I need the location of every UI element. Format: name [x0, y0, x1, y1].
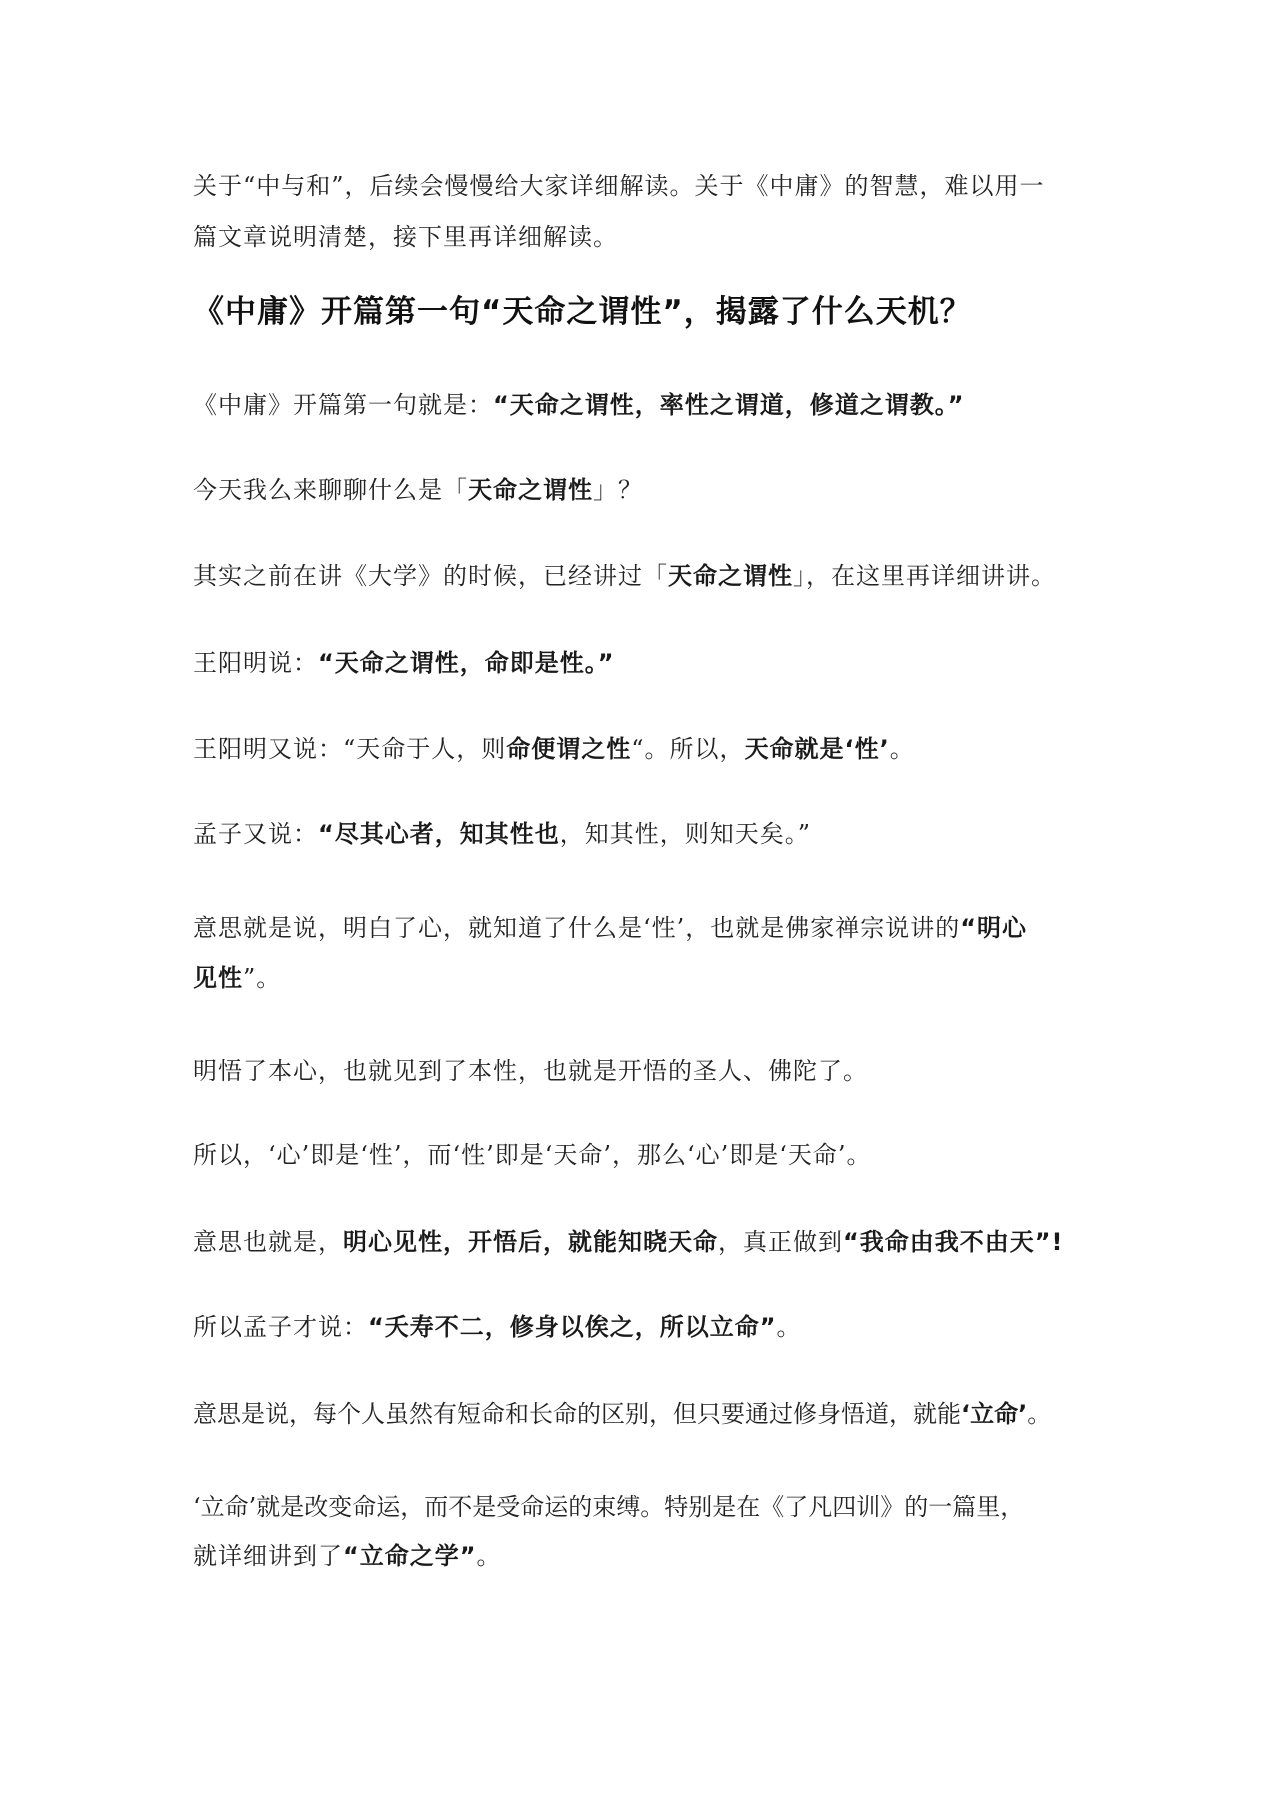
p5-text-a: 王阳明又说：“天命于人，则	[193, 735, 507, 763]
intro-paragraph-line-1	[193, 163, 1093, 209]
paragraph-10	[193, 1219, 1093, 1265]
p9-text: 所以，‘心’即是‘性’，而‘性’即是‘天命’，那么‘心’即是‘天命’。	[193, 1141, 872, 1169]
paragraph-4	[193, 640, 1093, 686]
p10-bold-b: 明心见性，开悟后，就能知晓天命	[343, 1228, 718, 1256]
p10-text-a: 意思也就是，	[193, 1228, 343, 1256]
paragraph-2	[193, 467, 1093, 513]
intro-text-1: 关于“中与和”，后续会慢慢给大家详细解读。关于《中庸》的智慧，难以用一	[193, 172, 1045, 200]
intro-text-2: 篇文章说明清楚，接下里再详细解读。	[193, 223, 618, 251]
p6-text-a: 孟子又说：	[193, 820, 318, 848]
section-heading: 《中庸》开篇第一句“天命之谓性”，揭露了什么天机？	[193, 294, 972, 330]
paragraph-8	[193, 1048, 1093, 1094]
p6-bold: “尽其心者，知其性也	[318, 820, 560, 848]
p13-text-b: 就详细讲到了	[193, 1542, 343, 1570]
p2-text-c: 」？	[593, 476, 643, 504]
p6-text-c: ，知其性，则知天矣。”	[559, 820, 812, 848]
p11-text-a: 所以孟子才说：	[193, 1313, 368, 1341]
p1-text: 《中庸》开篇第一句就是：	[193, 391, 493, 419]
p2-text-a: 今天我么来聊聊什么是「	[193, 476, 468, 504]
p3-text-a: 其实之前在讲《大学》的时候，已经讲过「	[193, 562, 668, 590]
p13-bold: “立命之学”	[343, 1542, 477, 1570]
p2-bold: 天命之谓性	[468, 476, 593, 504]
paragraph-9	[193, 1132, 1093, 1178]
p5-bold-d: 天命就是‘性’	[744, 735, 890, 763]
intro-paragraph-line-2	[193, 214, 1093, 260]
p3-text-c: 」，在这里再详细讲讲。	[793, 562, 1056, 590]
p4-bold-quote: “天命之谓性，命即是性。”	[318, 649, 615, 677]
paragraph-11	[193, 1304, 1093, 1350]
paragraph-3	[193, 553, 1093, 599]
paragraph-7-line-2	[193, 955, 1093, 1001]
paragraph-13-line-2	[193, 1533, 1093, 1579]
paragraph-1	[193, 382, 1093, 428]
p12-text-c: 。	[1027, 1400, 1052, 1428]
p4-text: 王阳明说：	[193, 649, 318, 677]
paragraph-12	[193, 1391, 1093, 1437]
paragraph-7-line-1	[193, 905, 1093, 951]
p8-text: 明悟了本心，也就见到了本性，也就是开悟的圣人、佛陀了。	[193, 1057, 868, 1085]
p5-bold-b: 命便谓之性	[506, 735, 632, 763]
p7-text-d: ”。	[243, 964, 282, 992]
p12-bold: ‘立命’	[961, 1400, 1028, 1428]
p7-bold-b: “明心	[960, 914, 1028, 942]
p10-text-c: ，真正做到	[718, 1228, 843, 1256]
p12-text-a: 意思是说，每个人虽然有短命和长命的区别，但只要通过修身悟道，就能	[193, 1400, 961, 1428]
p11-bold: “夭寿不二，修身以俟之，所以立命”	[368, 1313, 777, 1341]
p1-bold-quote: “天命之谓性，率性之谓道，修道之谓教。”	[493, 391, 965, 419]
p7-text-a: 意思就是说，明白了心，就知道了什么是‘性’，也就是佛家禅宗说讲的	[193, 914, 961, 942]
p13-text-d: 。	[476, 1542, 502, 1570]
p11-text-c: 。	[776, 1313, 802, 1341]
p10-bold-d: “我命由我不由天”!	[843, 1228, 1064, 1256]
paragraph-13-line-1	[193, 1484, 1093, 1530]
p7-bold-c: 见性	[193, 964, 243, 992]
p3-bold: 天命之谓性	[668, 562, 793, 590]
p5-text-c: “。所以，	[631, 735, 745, 763]
p5-text-e: 。	[889, 735, 915, 763]
paragraph-5	[193, 726, 1093, 772]
paragraph-6	[193, 811, 1093, 857]
p13-text-a: ‘立命’就是改变命运，而不是受命运的束缚。特别是在《了凡四训》的一篇里，	[193, 1493, 1025, 1521]
